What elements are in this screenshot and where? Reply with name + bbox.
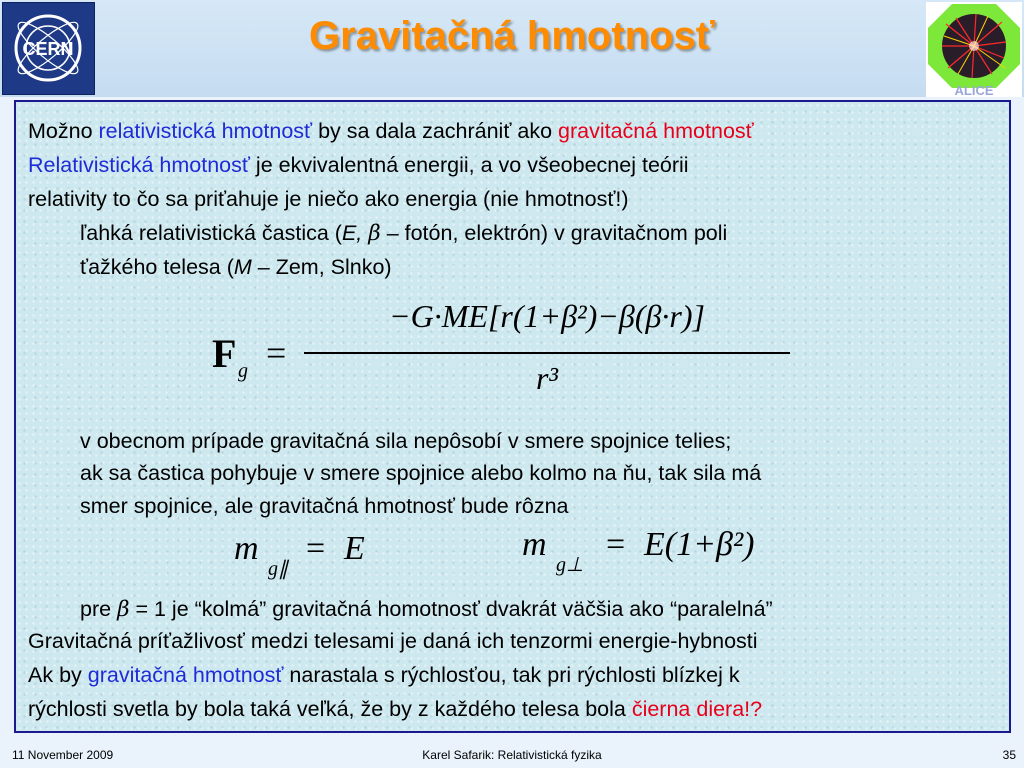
formula-fraction-bar bbox=[304, 352, 790, 354]
text-line-6: v obecnom prípade gravitačná sila nepôsobí v smere spojnice telies; bbox=[80, 429, 732, 453]
symbol-energy: E, bbox=[341, 221, 363, 245]
text-plain: by sa dala zachrániť ako bbox=[312, 119, 559, 143]
text-plain: ľahká relativistická častica ( bbox=[80, 221, 342, 245]
text-plain: Možno bbox=[28, 119, 99, 143]
text-line-8: smer spojnice, ale gravitačná hmotnosť bude rôzna bbox=[80, 494, 569, 518]
text-line-2 bbox=[28, 152, 689, 178]
text-line-12 bbox=[28, 696, 762, 722]
slide-header bbox=[0, 0, 1024, 97]
symbol-mass: M bbox=[233, 255, 252, 279]
formula-m-parallel-symbol: m bbox=[234, 530, 259, 567]
text-line-5 bbox=[80, 254, 392, 280]
text-line-3: relativity to čo sa priťahuje je niečo ako energia (nie hmotnosť!) bbox=[28, 187, 629, 211]
text-plain: – Zem, Slnko) bbox=[251, 255, 392, 279]
text-plain: – fotón, elektrón) v gravitačnom poli bbox=[380, 221, 728, 245]
text-plain: pre bbox=[80, 597, 118, 621]
formula-m-parallel-subscript: g∥ bbox=[268, 558, 288, 580]
formula-m-perp-rhs: E(1+β²) bbox=[644, 526, 755, 563]
footer-date: 11 November 2009 bbox=[12, 748, 114, 762]
text-line-9 bbox=[80, 596, 773, 623]
footer-author: Karel Safarik: Relativistická fyzika bbox=[422, 748, 602, 762]
text-plain: = 1 je “kolmá” gravitačná homotnosť dvakrát väčšia ako “paralelná” bbox=[129, 597, 773, 621]
term-gravitational-mass: gravitačná hmotnosť bbox=[558, 119, 754, 143]
term-relativistic-mass: Relativistická hmotnosť bbox=[28, 153, 250, 177]
text-plain: rýchlosti svetla by bola taká veľká, že by z každého telesa bola bbox=[28, 697, 632, 721]
formula-m-parallel-rhs: E bbox=[344, 530, 365, 567]
footer-page-number: 35 bbox=[1002, 748, 1016, 762]
text-line-4 bbox=[80, 220, 727, 247]
svg-text:CERN: CERN bbox=[22, 39, 74, 59]
formula-force-equals: = bbox=[266, 333, 287, 373]
formula-force-denominator: r³ bbox=[535, 360, 559, 396]
formula-force-numerator: −G·ME[r(1+β²)−β(β·r)] bbox=[389, 298, 705, 334]
term-relativistic-mass: relativistická hmotnosť bbox=[98, 119, 313, 143]
formula-m-perp-symbol: m bbox=[522, 526, 547, 563]
text-plain: ťažkého telesa ( bbox=[80, 255, 234, 279]
alice-logo bbox=[926, 2, 1022, 97]
term-gravitational-mass: gravitačná hmotnosť bbox=[87, 663, 284, 687]
content-panel bbox=[14, 100, 1011, 733]
formula-m-parallel-equals: = bbox=[306, 530, 326, 567]
formula-m-perp-subscript: g⊥ bbox=[556, 554, 584, 576]
text-plain: Ak by bbox=[28, 663, 88, 687]
text-line-10: Gravitačná príťažlivosť medzi telesami je daná ich tenzormi energie-hybnosti bbox=[28, 629, 758, 653]
formula-force-subscript: g bbox=[238, 360, 248, 382]
slide-title: Gravitačná hmotnosť bbox=[309, 14, 715, 58]
formula-m-perp-equals: = bbox=[606, 526, 626, 563]
alice-event-display bbox=[926, 2, 1022, 97]
formula-force-lhs: F bbox=[212, 331, 237, 376]
text-line-1 bbox=[28, 118, 754, 144]
symbol-beta: β bbox=[117, 597, 130, 622]
symbol-beta: β bbox=[368, 221, 381, 246]
term-black-hole: čierna diera!? bbox=[631, 697, 763, 721]
text-plain: narastala s rýchlosťou, tak pri rýchlosti blízkej k bbox=[283, 663, 740, 687]
text-line-7: ak sa častica pohybuje v smere spojnice alebo kolmo na ňu, tak sila má bbox=[80, 461, 762, 485]
text-line-11 bbox=[28, 662, 740, 688]
svg-text:ALICE: ALICE bbox=[954, 83, 994, 97]
text-plain: je ekvivalentná energii, a vo všeobecnej teórii bbox=[249, 153, 689, 177]
